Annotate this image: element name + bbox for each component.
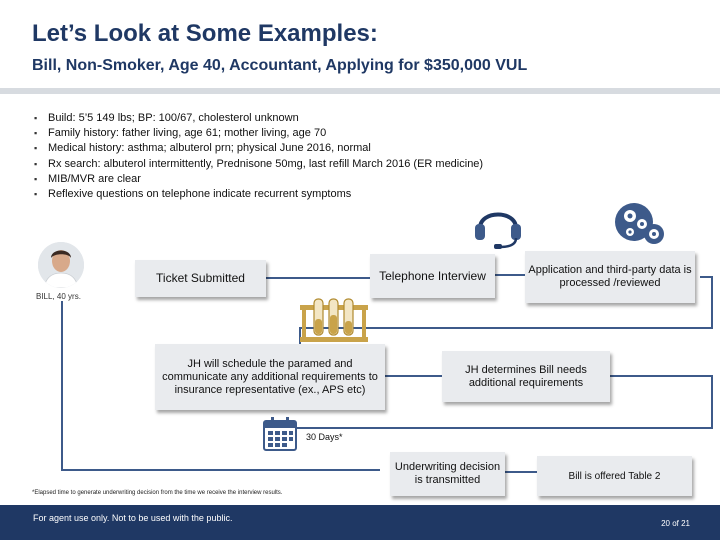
bullet-build: ▪ Build: 5’5 149 lbs; BP: 100/67, cholesterol unknown <box>34 111 634 126</box>
table-offer-label: Bill is offered Table 2 <box>568 470 661 482</box>
bullet-medical-history: ▪ Medical history: asthma; albuterol prn; physical June 2016, normal <box>34 141 634 156</box>
page-title: Let’s Look at Some Examples: <box>32 20 378 47</box>
underwriting-decision-label: Underwriting decision is transmitted <box>394 461 501 486</box>
jh-schedule-label: JH will schedule the paramed and communicate any additional requirements to insurance representative (ex., APS etc) <box>162 357 378 396</box>
jh-determines-label: JH determines Bill needs additional requirements <box>465 363 587 389</box>
page-subtitle: Bill, Non-Smoker, Age 40, Accountant, Applying for $350,000 VUL <box>32 57 528 74</box>
bullet-rx-search: ▪ Rx search: albuterol intermittently, Prednisone 50mg, last refill March 2016 (ER medicine) <box>34 157 634 172</box>
bullet-reflexive-questions: ▪ Reflexive questions on telephone indicate recurrent symptoms <box>34 187 634 202</box>
application-processed-label: Application and third-party data is processed /reviewed <box>528 264 692 289</box>
jh-schedule-box <box>155 344 385 410</box>
days-label: 30 Days* <box>306 432 343 442</box>
telephone-interview-box <box>370 254 495 298</box>
ticket-submitted-box <box>135 260 266 297</box>
page-number: 20 of 21 <box>661 519 690 528</box>
telephone-interview-label: Telephone Interview <box>379 269 486 283</box>
avatar <box>38 242 84 288</box>
person-label: BILL, 40 yrs. <box>36 292 81 301</box>
bullet-mib-mvr: ▪ MIB/MVR are clear <box>34 172 634 187</box>
footnote: *Elapsed time to generate underwriting decision from the time we receive the interview results. <box>32 490 283 496</box>
application-processed-box <box>525 251 695 303</box>
person-icon <box>38 242 84 288</box>
bullet-family-history: ▪ Family history: father living, age 61; mother living, age 70 <box>34 126 634 141</box>
footer-disclaimer: For agent use only. Not to be used with the public. <box>33 513 233 523</box>
test-tubes-icon <box>298 297 370 345</box>
ticket-submitted-label: Ticket Submitted <box>156 271 245 285</box>
headset-icon <box>470 200 526 250</box>
table-offer-box <box>537 456 692 496</box>
gears-icon <box>612 200 672 250</box>
jh-determines-box <box>442 351 610 402</box>
underwriting-decision-box <box>390 452 505 496</box>
calendar-icon <box>262 416 298 452</box>
